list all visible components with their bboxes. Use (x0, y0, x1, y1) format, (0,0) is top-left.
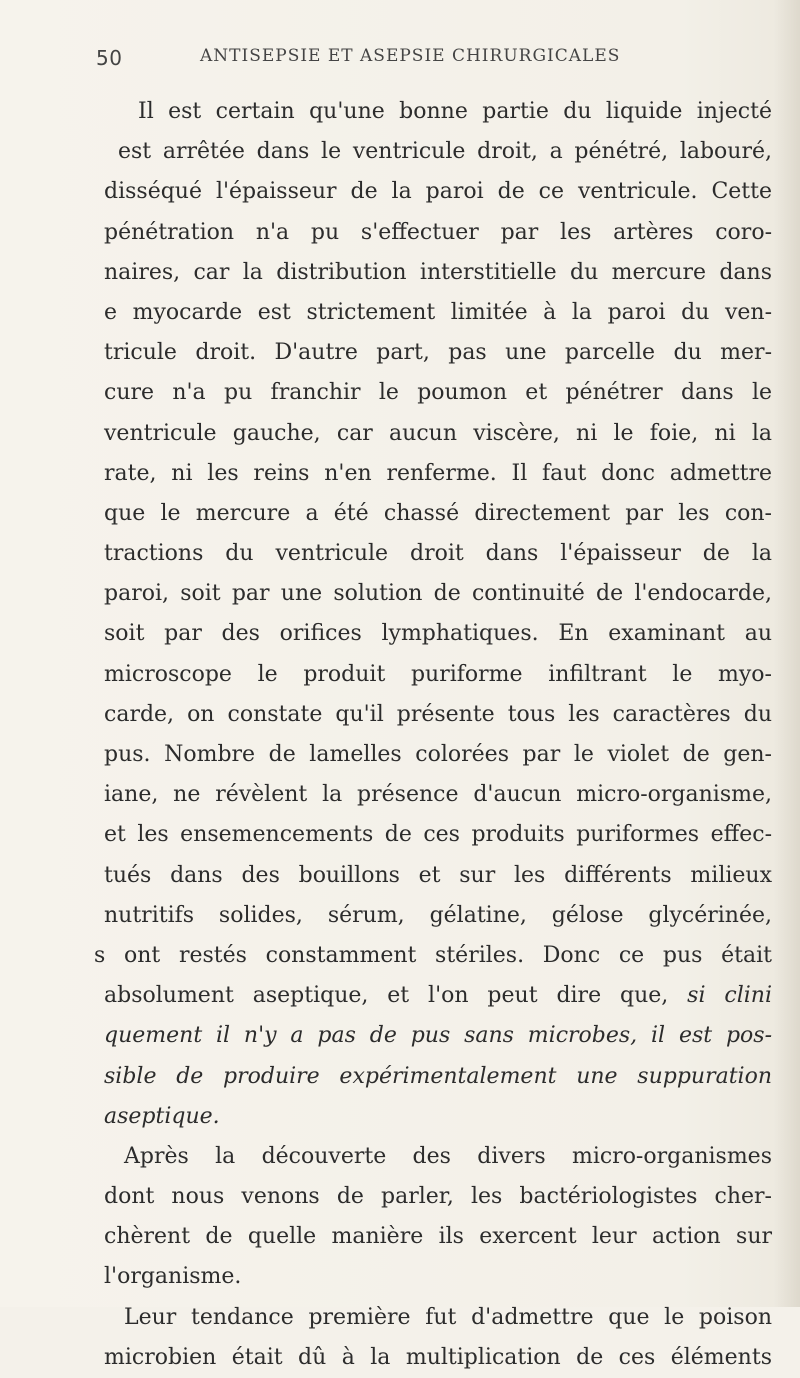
text-line: cure n'a pu franchir le poumon et pénétrer dans le (104, 380, 772, 406)
text-line: tués dans des bouillons et sur les différents milieux (104, 862, 772, 888)
text-line: chèrent de quelle manière ils exercent leur action sur (104, 1224, 772, 1250)
text-line: tricule droit. D'autre part, pas une parcelle du mer- (104, 340, 772, 366)
italic-segment: si clini (687, 983, 772, 1009)
text-line: pénétration n'a pu s'effectuer par les artères coro- (104, 219, 772, 245)
text-line-with-italic (104, 976, 772, 1016)
text-line: et les ensemencements de ces produits puriformes effec- (104, 822, 772, 848)
text-line: pus. Nombre de lamelles colorées par le violet de gen- (104, 742, 772, 767)
text-line: dont nous venons de parler, les bactériologistes cher- (104, 1184, 772, 1210)
running-title: ANTISEPSIE ET ASEPSIE CHIRURGICALES (200, 46, 621, 66)
paragraph-start-line: Leur tendance première fut d'admettre que le poison (124, 1304, 772, 1330)
text-line: paroi, soit par une solution de continuité de l'endocarde, (104, 581, 772, 607)
text-line: microbien était dû à la multiplication de ces éléments (104, 1344, 772, 1370)
italic-line: aseptique. (104, 1103, 220, 1129)
text-line: tractions du ventricule droit dans l'épaisseur de la (104, 541, 772, 567)
text-line: e myocarde est strictement limitée à la paroi du ven- (104, 299, 772, 325)
page-number: 50 (96, 46, 123, 70)
paragraph-start-line: Après la découverte des divers micro-organismes (124, 1143, 772, 1169)
text-line: naires, car la distribution interstitielle du mercure dans (104, 259, 772, 285)
text-line: nutritifs solides, sérum, gélatine, gélose glycérinée, (104, 902, 772, 928)
text-line: Il est certain qu'une bonne partie du liquide injecté (138, 99, 772, 124)
text-line: l'organisme. (104, 1264, 242, 1290)
text-line: s ont restés constamment stériles. Donc ce pus était (94, 942, 772, 968)
body-text (94, 92, 772, 1378)
text-line: disséqué l'épaisseur de la paroi de ce ventricule. Cette (104, 179, 772, 205)
text-line: microscope le produit puriforme infiltrant le myo- (104, 661, 772, 687)
text-line: rate, ni les reins n'en renferme. Il faut donc admettre (104, 460, 772, 486)
text-line: que le mercure a été chassé directement par les con- (104, 500, 772, 526)
italic-line: sible de produire expérimentalement une suppuration (104, 1063, 772, 1089)
text-line: iane, ne révèlent la présence d'aucun micro-organisme, (104, 782, 772, 808)
text-segment: absolument aseptique, et l'on peut dire que, (104, 983, 669, 1009)
running-head (96, 46, 736, 76)
text-line: ventricule gauche, car aucun viscère, ni le foie, ni la (104, 420, 772, 446)
text-line: soit par des orifices lymphatiques. En examinant au (104, 621, 772, 647)
page-edge-shadow (774, 0, 800, 1307)
text-line: est arrêtée dans le ventricule droit, a pénétré, labouré, (118, 139, 772, 165)
text-line: carde, on constate qu'il présente tous les caractères du (104, 701, 772, 727)
italic-line: quement il n'y a pas de pus sans microbes, il est pos- (104, 1023, 772, 1049)
